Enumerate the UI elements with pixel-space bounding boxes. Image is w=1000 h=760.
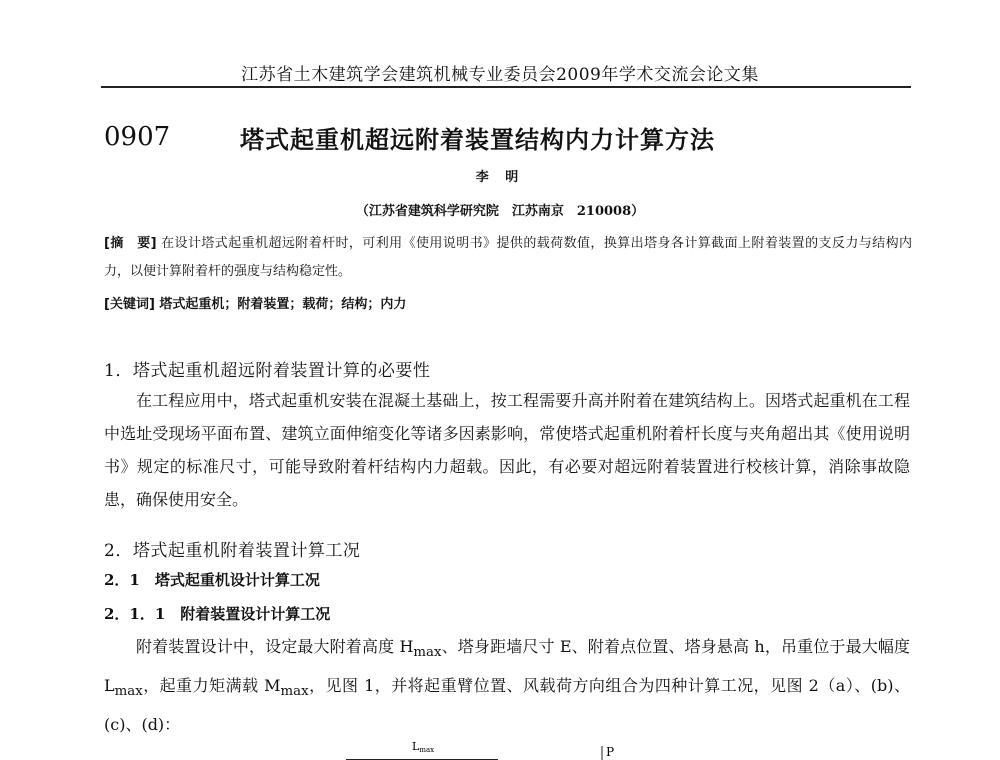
- affiliation: （江苏省建筑科学研究院 江苏南京 210008）: [355, 204, 645, 219]
- section-2-paragraph: [104, 630, 910, 741]
- running-header: 江苏省土木建筑学会建筑机械专业委员会2009年学术交流会论文集: [241, 65, 759, 85]
- paper-title: 塔式起重机超远附着装置结构内力计算方法: [240, 126, 715, 154]
- section-2-heading: 2．塔式起重机附着装置计算工况: [104, 541, 361, 561]
- paper-number: 0907: [104, 122, 171, 152]
- abstract-label: [摘 要]: [104, 236, 157, 251]
- para-text-4: ，见图 1，并将起重臂位置、风载荷方向组合为四种计算工况，见图 2（a）、(b)、(c)、(d)：: [104, 676, 910, 735]
- author: 李 明: [475, 170, 525, 185]
- subsection-2-1-heading: 2．1 塔式起重机设计计算工况: [104, 571, 320, 589]
- para-text-3: ，起重力矩满载 M: [142, 676, 281, 696]
- keywords-label: [关键词]: [104, 297, 155, 312]
- subscript-max: max: [280, 684, 309, 700]
- section-1-paragraph: 在工程应用中，塔式起重机安装在混凝土基础上，按工程需要升高并附着在建筑结构上。因塔式起重机在工程中选址受现场平面布置、建筑立面伸缩变化等诸多因素影响，常使塔式起重机附着杆长度与夹角超出其《使用说明书》规定的标准尺寸，可能导致附着杆结构内力超载。因此，有必要对超远附着装置进行校核计算，消除事故隐患，确保使用安全。: [104, 391, 910, 509]
- keywords-text: 塔式起重机；附着装置；载荷；结构；内力: [154, 297, 407, 312]
- subsection-2-1-1-heading: 2．1．1 附着装置设计计算工况: [104, 605, 331, 623]
- subscript-max: max: [413, 645, 442, 661]
- section-1-heading: 1．塔式起重机超远附着装置计算的必要性: [104, 361, 431, 381]
- header-rule: [101, 86, 911, 88]
- abstract: [104, 230, 912, 286]
- figure-label-P: P: [606, 745, 615, 759]
- abstract-text: 在设计塔式起重机超远附着杆时，可利用《使用说明书》提供的载荷数值，换算出塔身各计算截面上附着装置的支反力与结构内力，以便计算附着杆的强度与结构稳定性。: [104, 236, 912, 279]
- figure-label-L: Lmax: [412, 740, 435, 754]
- para-text-1: 附着装置设计中，设定最大附着高度 H: [136, 637, 414, 656]
- keywords: [104, 293, 406, 312]
- subscript-max: max: [114, 684, 143, 700]
- para-text-2: 、塔身距墙尺寸 E、附着点位置、塔身悬高 h，吊重位于最大幅度 L: [104, 637, 910, 696]
- figure-1-diagram: [330, 738, 650, 760]
